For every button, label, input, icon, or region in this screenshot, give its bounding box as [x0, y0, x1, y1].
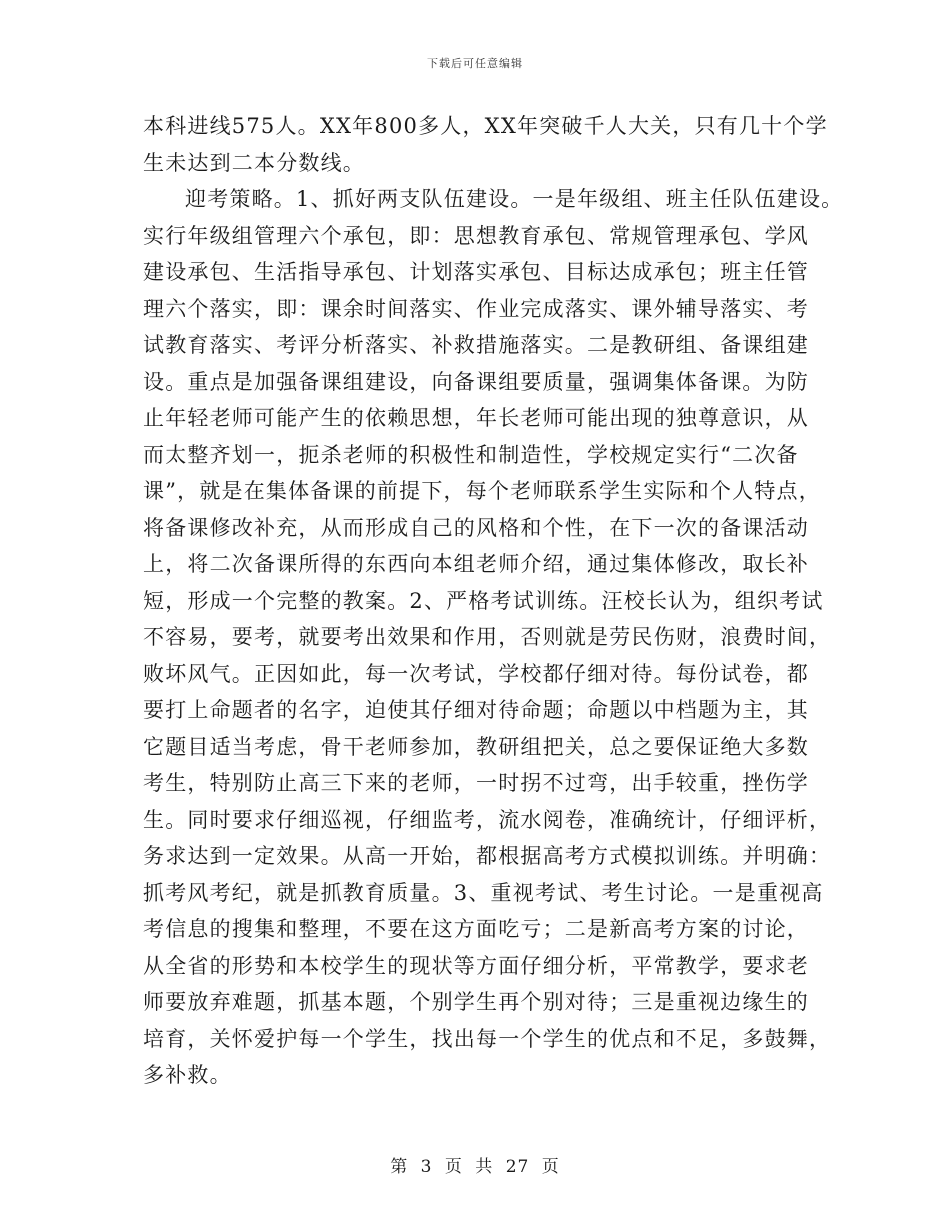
- text-line: 务求达到一定效果。从高一开始，都根据高考方式模拟训练。并明确：: [143, 844, 832, 868]
- text-line: 生。同时要求仔细巡视，仔细监考，流水阅卷，准确统计，仔细评析，: [143, 807, 832, 832]
- text-line: 理六个落实，即：课余时间落实、作业完成落实、课外辅导落实、考: [143, 296, 809, 321]
- text-line: 考生，特别防止高三下来的老师，一时拐不过弯，出手较重，挫伤学: [143, 771, 809, 795]
- text-line: 上，将二次备课所得的东西向本组老师介绍，通过集体修改，取长补: [143, 552, 809, 576]
- text-line: 抓考风考纪，就是抓教育质量。3、重视考试、考生讨论。一是重视高: [143, 880, 824, 905]
- text-line: 设。重点是加强备课组建设，向备课组要质量，强调集体备课。为防: [143, 369, 809, 394]
- text-line: 而太整齐划一，扼杀老师的积极性和制造性，学校规定实行“二次备: [143, 442, 799, 467]
- text-line: 短，形成一个完整的教案。2、严格考试训练。汪校长认为，组织考试: [143, 588, 824, 613]
- text-line: 多补救。: [143, 1063, 232, 1087]
- text-line: 它题目适当考虑，骨干老师参加，教研组把关，总之要保证绝大多数: [143, 734, 809, 759]
- text-line: 师要放弃难题，抓基本题，个别学生再个别对待；三是重视边缘生的: [143, 990, 809, 1014]
- text-line: 实行年级组管理六个承包，即：思想教育承包、常规管理承包、学风: [143, 223, 809, 248]
- paragraph-start-line: 迎考策略。1、抓好两支队伍建设。一是年级组、班主任队伍建设。: [185, 187, 844, 211]
- text-line: 不容易，要考，就要考出效果和作用，否则就是劳民伤财，浪费时间，: [143, 625, 832, 649]
- page-number-footer: 第 3 页 共 27 页: [390, 1157, 560, 1177]
- text-line: 建设承包、生活指导承包、计划落实承包、目标达成承包；班主任管: [143, 260, 809, 284]
- text-line: 止年轻老师可能产生的依赖思想，年长老师可能出现的独尊意识，从: [143, 406, 809, 430]
- text-line: 要打上命题者的名字，迫使其仔细对待命题；命题以中档题为主，其: [143, 698, 809, 722]
- body-text: [143, 108, 844, 1094]
- text-line: 考信息的搜集和整理，不要在这方面吃亏；二是新高考方案的讨论，: [143, 917, 809, 941]
- text-line: 培育，关怀爱护每一个学生，找出每一个学生的优点和不足，多鼓舞，: [143, 1026, 832, 1051]
- text-line: 从全省的形势和本校学生的现状等方面仔细分析，平常教学，要求老: [143, 953, 809, 978]
- text-line: 试教育落实、考评分析落实、补救措施落实。二是教研组、备课组建: [143, 333, 809, 357]
- text-line: 将备课修改补充，从而形成自己的风格和个性，在下一次的备课活动: [143, 515, 809, 540]
- page-header-note: 下载后可任意编辑: [427, 57, 523, 70]
- text-line: 本科进线575人。XX年800多人，XX年突破千人大关，只有几十个学: [143, 114, 828, 138]
- text-line: 败坏风气。正因如此，每一次考试，学校都仔细对待。每份试卷，都: [143, 661, 809, 686]
- text-line: 课”，就是在集体备课的前提下，每个老师联系学生实际和个人特点，: [143, 479, 821, 503]
- text-line: 生未达到二本分数线。: [143, 150, 365, 175]
